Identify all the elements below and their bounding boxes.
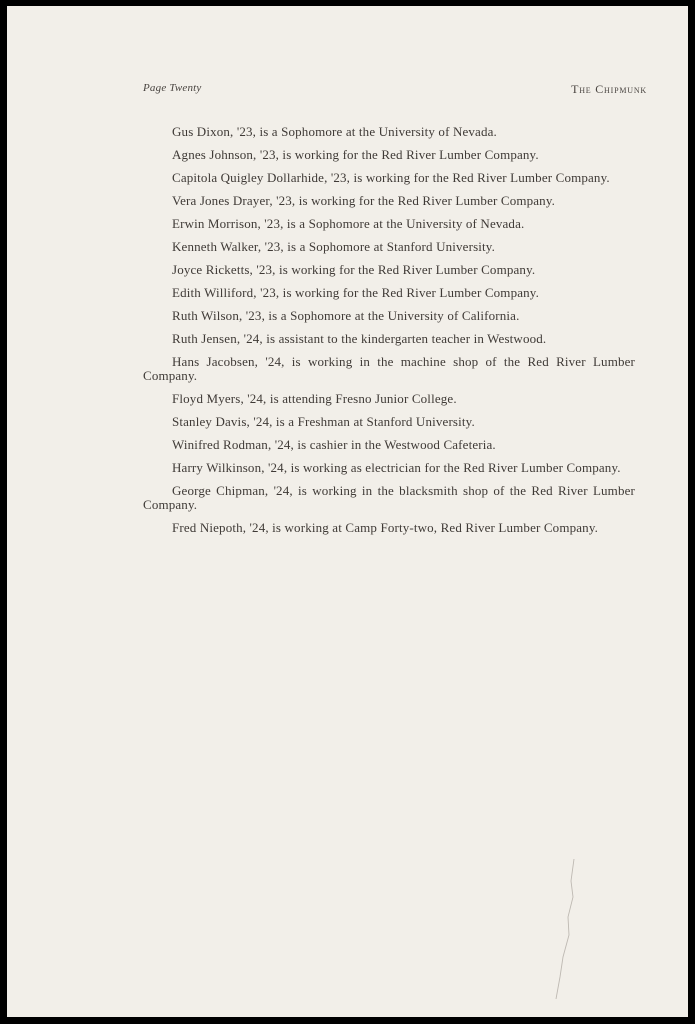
alumni-entry: Erwin Morrison, '23, is a Sophomore at the University of Nevada. xyxy=(172,216,525,231)
alumni-entry: Kenneth Walker, '23, is a Sophomore at Stanford University. xyxy=(172,239,496,254)
page-header xyxy=(143,82,647,102)
alumni-entry: Vera Jones Drayer, '23, is working for the Red River Lumber Company. xyxy=(172,193,556,208)
alumni-entry: Agnes Johnson, '23, is working for the Red River Lumber Company. xyxy=(172,147,539,162)
document-page xyxy=(7,6,688,1017)
alumni-entry: Hans Jacobsen, '24, is working in the machine shop of the Red River Lumber Company. xyxy=(143,354,635,383)
alumni-entry: Ruth Jensen, '24, is assistant to the kindergarten teacher in Westwood. xyxy=(172,331,547,346)
alumni-entry: Edith Williford, '23, is working for the Red River Lumber Company. xyxy=(172,285,539,300)
alumni-entries xyxy=(143,125,635,544)
alumni-entry: Fred Niepoth, '24, is working at Camp Forty-two, Red River Lumber Company. xyxy=(172,520,599,535)
alumni-entry: Capitola Quigley Dollarhide, '23, is working for the Red River Lumber Company. xyxy=(172,170,610,185)
alumni-entry: Joyce Ricketts, '23, is working for the Red River Lumber Company. xyxy=(172,262,536,277)
journal-title: The Chipmunk xyxy=(571,82,647,96)
page-number: Page Twenty xyxy=(143,82,202,94)
alumni-entry: Gus Dixon, '23, is a Sophomore at the University of Nevada. xyxy=(172,124,497,139)
alumni-entry: Ruth Wilson, '23, is a Sophomore at the University of California. xyxy=(172,308,520,323)
alumni-entry: Floyd Myers, '24, is attending Fresno Junior College. xyxy=(172,391,457,406)
paper-crack xyxy=(554,859,576,999)
alumni-entry: Winifred Rodman, '24, is cashier in the Westwood Cafeteria. xyxy=(172,437,496,452)
alumni-entry: Harry Wilkinson, '24, is working as electrician for the Red River Lumber Company. xyxy=(172,460,621,475)
alumni-entry: Stanley Davis, '24, is a Freshman at Stanford University. xyxy=(172,414,475,429)
alumni-entry: George Chipman, '24, is working in the blacksmith shop of the Red River Lumber Company. xyxy=(143,483,635,512)
